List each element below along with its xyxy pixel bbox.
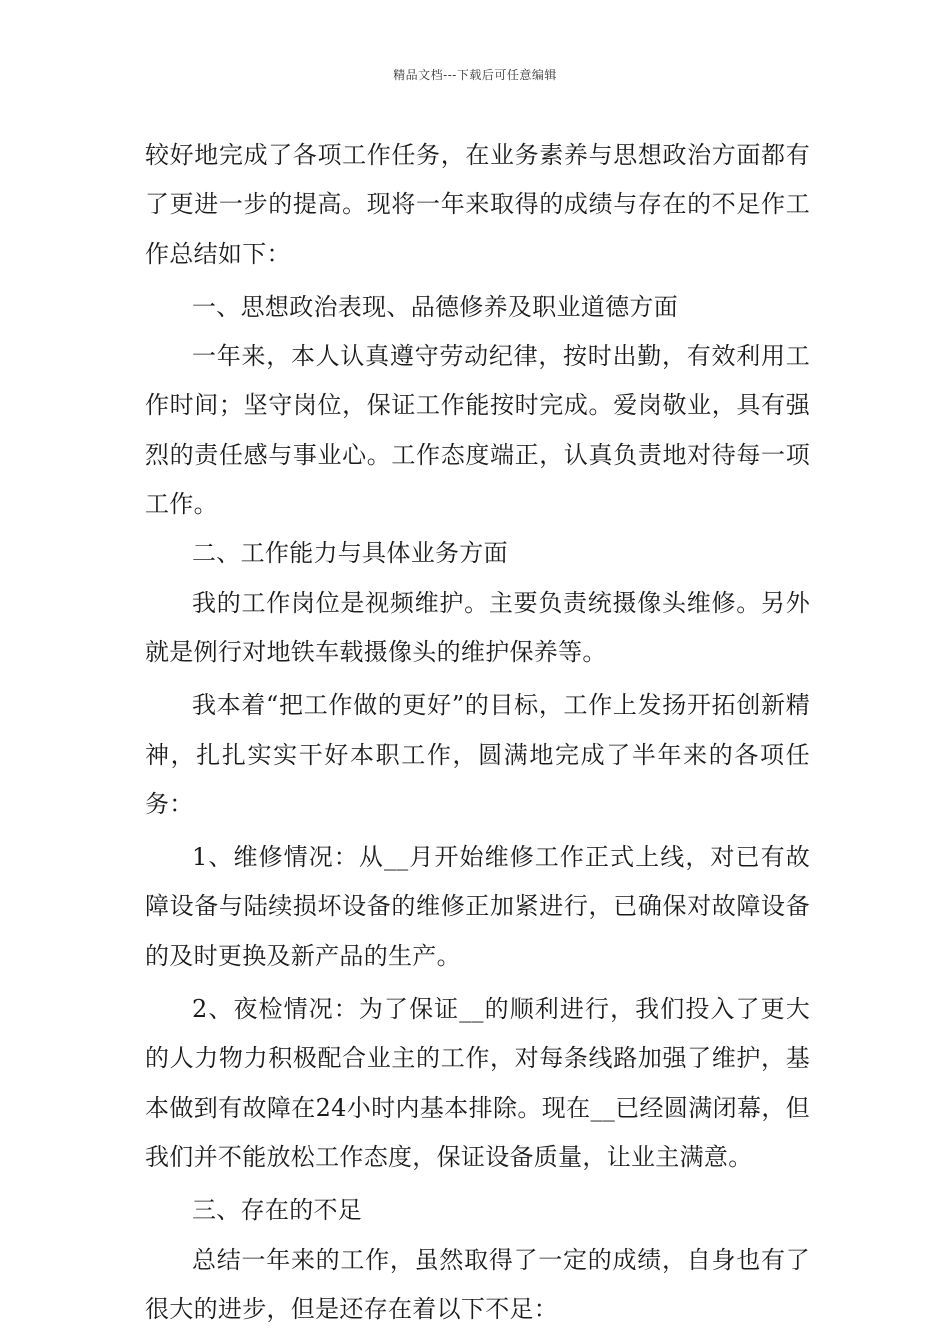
paragraph-work-goal: 我本着“把工作做的更好”的目标，工作上发扬开拓创新精神，扎扎实实干好本职工作，圆满地完成了半年来的各项任务： bbox=[145, 691, 810, 818]
page-header: 精品文档---下载后可任意编辑 bbox=[393, 68, 557, 82]
section-heading-3: 三、存在的不足 bbox=[192, 1196, 363, 1225]
paragraph-shortcomings: 总结一年来的工作，虽然取得了一定的成绩，自身也有了很大的进步，但是还存在着以下不足： bbox=[145, 1245, 810, 1323]
section-heading-2: 二、工作能力与具体业务方面 bbox=[192, 539, 508, 568]
section-heading-1: 一、思想政治表现、品德修养及职业道德方面 bbox=[192, 292, 678, 321]
paragraph-section-1: 一年来，本人认真遵守劳动纪律，按时出勤，有效利用工作时间；坚守岗位，保证工作能按时完成。爱岗敬业，具有强烈的责任感与事业心。工作态度端正，认真负责地对待每一项工作。 bbox=[145, 342, 810, 519]
paragraph-night-inspection: 2、夜检情况：为了保证__的顺利进行，我们投入了更大的人力物力积极配合业主的工作，对每条线路加强了维护，基本做到有故障在24小时内基本排除。现在__已经圆满闭幕，但我们并不能放松工作态度，保证设备质量，让业主满意。 bbox=[145, 995, 810, 1171]
document-body bbox=[145, 131, 810, 1334]
paragraph-intro-continuation: 较好地完成了各项工作任务，在业务素养与思想政治方面都有了更进一步的提高。现将一年来取得的成绩与存在的不足作工作总结如下： bbox=[145, 141, 810, 268]
paragraph-maintenance: 1、维修情况：从__月开始维修工作正式上线，对已有故障设备与陆续损坏设备的维修正加紧进行，已确保对故障设备的及时更换及新产品的生产。 bbox=[145, 843, 810, 970]
paragraph-job-position: 我的工作岗位是视频维护。主要负责统摄像头维修。另外就是例行对地铁车载摄像头的维护保养等。 bbox=[145, 588, 810, 666]
